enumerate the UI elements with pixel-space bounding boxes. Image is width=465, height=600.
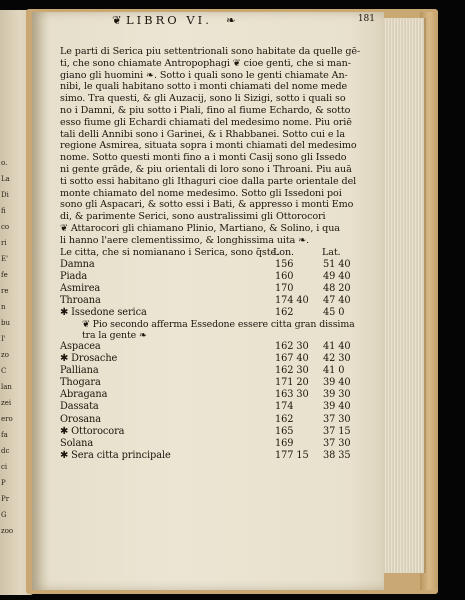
left-page-fragment: zoo [1, 527, 14, 535]
city-longitude: 160 [275, 270, 294, 282]
city-name: Palliana [60, 365, 99, 377]
left-page-fragment: G [1, 511, 7, 519]
page-text [60, 46, 380, 462]
left-page-fragment: fi [1, 207, 6, 215]
left-page-fragment: co [1, 223, 10, 231]
left-page-fragment: ci [1, 463, 8, 471]
table-row [60, 401, 360, 413]
left-page-fragment: dc [1, 447, 10, 455]
column-header-lat: Lat. [322, 246, 341, 258]
left-page-fragment: n [1, 303, 6, 311]
left-page-fragment: fa [1, 431, 8, 439]
table-row [60, 389, 360, 401]
table-row [60, 283, 360, 295]
table-intro: Le citta, che si nomianano i Serica, sono q̄ste. [60, 246, 279, 258]
text-line: Le parti di Serica piu settentrionali sono habitate da quelle gē- [60, 46, 361, 57]
left-page-fragment: zo [1, 351, 9, 359]
left-page-fragment: lan [1, 383, 12, 391]
city-name: ✱ Ottorocora [60, 425, 125, 437]
city-latitude: 49 40 [323, 270, 351, 282]
chapter-title: LIBRO VI. [126, 13, 212, 27]
city-longitude: 163 30 [275, 389, 309, 401]
table-row [60, 271, 360, 283]
left-page-fragment: ri [1, 239, 7, 247]
text-line: regione Asmirea, situata sopra i monti chiamati del medesimo [60, 140, 357, 152]
city-latitude: 37 30 [323, 437, 351, 449]
city-longitude: 174 40 [275, 294, 309, 306]
city-name: Orosana [60, 413, 101, 425]
text-line: no i Damni, & piu sotto i Piali, fino al fiume Echardo, & sotto [60, 104, 351, 116]
city-latitude: 37 15 [323, 425, 351, 437]
city-longitude: 177 15 [275, 449, 309, 461]
table-row [60, 341, 360, 353]
text-line: di, & parimente Serici, sono australissimi gli Ottorocori [60, 211, 326, 223]
text-line: tali delli Annibi sono i Garinei, & i Rhabbanei. Sotto cui e la [60, 128, 345, 140]
text-line: ❦ Attarocori gli chiamano Plinio, Martiano, & Solino, i qua [60, 222, 340, 234]
left-page-fragment: P [1, 479, 6, 487]
left-page-fragment: re [1, 287, 9, 295]
city-latitude: 39 40 [323, 377, 351, 389]
city-name: ✱ Sera citta principale [60, 449, 171, 461]
left-page-fragment: Pr [1, 495, 10, 503]
city-latitude: 48 20 [323, 282, 351, 294]
text-line: ti sotto essi habitano gli Ithaguri cioe dalla parte orientale del [60, 175, 357, 187]
city-longitude: 162 30 [275, 365, 309, 377]
left-page-fragment: E' [1, 255, 9, 263]
text-line: ti, che sono chiamate Antropophagi ❦ cioe genti, che si man- [60, 57, 351, 69]
ornament-left-icon: ❦ [112, 13, 124, 27]
city-latitude: 47 40 [323, 294, 351, 306]
left-page-fragment: La [1, 175, 10, 183]
column-header-lon: Lon. [273, 246, 294, 258]
text-line: esso fiume gli Echardi chiamati del medesimo nome. Piu oriē [60, 116, 352, 128]
city-longitude: 162 30 [275, 341, 309, 353]
left-page-fragment: C [1, 367, 7, 375]
city-longitude: 165 [275, 425, 294, 437]
city-name: Dassata [60, 401, 99, 413]
text-line: simo. Tra questi, & gli Auzacij, sono li Sizigi, sotto i quali so [60, 93, 346, 105]
table-intro-row [60, 247, 380, 259]
left-page-fragment: bu [1, 319, 10, 327]
city-latitude: 38 35 [323, 449, 351, 461]
body-paragraph [60, 46, 380, 247]
city-latitude: 42 30 [323, 353, 351, 365]
table-row [60, 353, 360, 365]
table-row [60, 377, 360, 389]
city-longitude: 169 [275, 437, 294, 449]
city-latitude: 37 30 [323, 413, 351, 425]
city-name: ✱ Issedone serica [60, 306, 147, 318]
city-name: Asmirea [60, 282, 101, 294]
text-line: sono gli Aspacari, & sotto essi i Bati, & appresso i monti Emo [60, 199, 354, 211]
city-latitude: 39 30 [323, 389, 351, 401]
table-row [60, 414, 360, 426]
city-longitude: 156 [275, 258, 294, 270]
table-row [60, 295, 360, 307]
city-latitude: 41 0 [323, 365, 345, 377]
left-page-fragment: ero [1, 415, 13, 423]
left-page-fragment: I' [1, 335, 6, 343]
city-latitude: 45 0 [323, 306, 345, 318]
city-latitude: 51 40 [323, 258, 351, 270]
city-name: Abragana [60, 389, 108, 401]
table-row [60, 319, 360, 341]
city-name: Damna [60, 258, 95, 270]
city-name: Throana [60, 294, 101, 306]
city-name: Thogara [60, 377, 101, 389]
city-longitude: 162 [275, 413, 294, 425]
city-name: Solana [60, 437, 94, 449]
left-page-fragment: Di [1, 191, 9, 199]
text-line: li hanno l'aere clementissimo, & longhissima uita ❧. [60, 234, 310, 246]
table-row [60, 365, 360, 377]
ornament-right-icon: ❧ [226, 13, 238, 27]
table-row [60, 307, 360, 319]
marginal-note: ❦ Pio secondo afferma Essedone essere citta gran dissima tra la gente ❧ [82, 319, 355, 342]
city-name: Aspacea [60, 341, 101, 353]
city-longitude: 174 [275, 401, 294, 413]
running-header [60, 13, 380, 27]
table-row [60, 450, 360, 462]
text-line: ni gente grāde, & piu orientali di loro sono i Throani. Piu auā [60, 163, 352, 175]
text-line: nibi, le quali habitano sotto i monti chiamati del nome mede [60, 81, 348, 93]
left-page-fragment: o. [1, 159, 8, 167]
city-latitude: 41 40 [323, 341, 351, 353]
text-line: monte chiamato del nome medesimo. Sotto gli Issedoni poi [60, 187, 342, 199]
table-row [60, 259, 360, 271]
cities-table [60, 259, 360, 462]
city-name: ✱ Drosache [60, 353, 118, 365]
table-row [60, 438, 360, 450]
page-number: 181 [357, 14, 375, 24]
city-longitude: 171 20 [275, 377, 309, 389]
text-line: nome. Sotto questi monti fino a i monti Casij sono gli Issedo [60, 152, 347, 164]
city-latitude: 39 40 [323, 401, 351, 413]
city-longitude: 170 [275, 282, 294, 294]
city-longitude: 162 [275, 306, 294, 318]
left-page-fragment: zei [1, 399, 12, 407]
city-name: Piada [60, 270, 88, 282]
table-row [60, 426, 360, 438]
text-line: giano gli huomini ❧. Sotto i quali sono le genti chiamate An- [60, 69, 348, 81]
city-longitude: 167 40 [275, 353, 309, 365]
left-page-fragment: fe [1, 271, 8, 279]
